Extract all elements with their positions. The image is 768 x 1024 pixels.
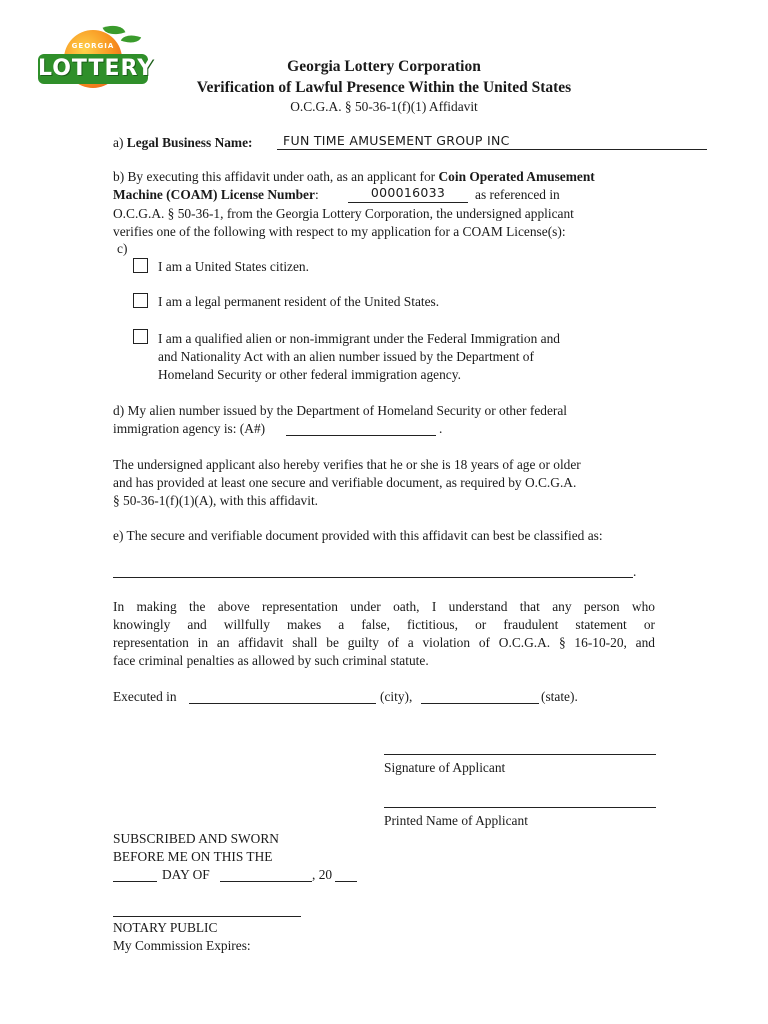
citizen-option-label: I am a United States citizen. (158, 259, 309, 274)
alien-number-field[interactable] (286, 420, 436, 436)
logo-georgia-text: GEORGIA (71, 42, 115, 50)
month-field[interactable] (220, 866, 312, 882)
qualified-alien-option-line2: and Nationality Act with an alien number issued by the Department of (158, 349, 534, 364)
item-d-line2: immigration agency is: (A#) (113, 421, 266, 436)
permanent-resident-option-label: I am a legal permanent resident of the United States. (158, 294, 440, 309)
notary-line2: BEFORE ME ON THIS THE (113, 849, 273, 864)
notary-line1: SUBSCRIBED AND SWORN (113, 831, 279, 846)
state-field[interactable] (421, 688, 539, 704)
verify-line3: § 50-36-1(f)(1)(A), with this affidavit. (113, 493, 319, 508)
alien-number-period: . (439, 421, 443, 436)
coam-label: Coin Operated Amusement (438, 169, 595, 184)
oath-line1: In making the above representation under oath, I understand that any person who (113, 599, 655, 614)
license-number-field[interactable] (348, 185, 468, 203)
page-title: Georgia Lottery Corporation (287, 58, 481, 75)
year-prefix: , 20 (312, 867, 333, 882)
item-b-line2 (113, 186, 319, 204)
executed-in-label: Executed in (113, 689, 177, 704)
printed-name-line[interactable] (384, 807, 656, 808)
legal-business-name-label: Legal Business Name: (126, 135, 253, 150)
oath-line3: representation in an affidavit shall be guilty of a violation of O.C.G.A. § 16-10-20, and (113, 635, 655, 650)
item-d-line1: d) My alien number issued by the Department of Homeland Security or other federal (113, 403, 568, 418)
page-subtitle: Verification of Lawful Presence Within the United States (196, 79, 572, 96)
notary-signature-line[interactable] (113, 916, 301, 917)
qualified-alien-option-line1: I am a qualified alien or non-immigrant under the Federal Immigration and (158, 331, 560, 346)
item-b-line4: verifies one of the following with respect to my application for a COAM License(s): (113, 224, 566, 239)
notary-public-label: NOTARY PUBLIC (113, 920, 218, 935)
statute-reference: O.C.G.A. § 50-36-1(f)(1) Affidavit (290, 99, 478, 114)
citizen-checkbox[interactable] (133, 258, 148, 273)
day-field[interactable] (113, 866, 157, 882)
qualified-alien-checkbox[interactable] (133, 329, 148, 344)
verify-line1: The undersigned applicant also hereby verifies that he or she is 18 years of age or older (113, 457, 581, 472)
classification-period: . (633, 564, 637, 579)
coam-license-number-label: Machine (COAM) License Number (113, 187, 315, 202)
oath-paragraph (113, 598, 655, 670)
item-b-text: b) By executing this affidavit under oath, as an applicant for (113, 169, 436, 184)
day-of-label: DAY OF (162, 867, 210, 882)
oath-line2: knowingly and willfully makes a false, fictitious, or fraudulent statement or (113, 617, 655, 632)
item-b-line2-post: as referenced in (475, 187, 560, 202)
permanent-resident-checkbox[interactable] (133, 293, 148, 308)
qualified-alien-option-line3: Homeland Security or other federal immigration agency. (158, 367, 461, 382)
item-b-line1 (113, 168, 595, 186)
signature-label: Signature of Applicant (384, 760, 506, 775)
year-field[interactable] (335, 866, 357, 882)
state-label: (state). (541, 689, 578, 704)
colon: : (314, 187, 319, 202)
item-a-prefix: a) (113, 135, 124, 150)
commission-expires-label: My Commission Expires: (113, 938, 251, 953)
verify-line2: and has provided at least one secure and verifiable document, as required by O.C.G.A. (113, 475, 577, 490)
city-field[interactable] (189, 688, 376, 704)
signature-line[interactable] (384, 754, 656, 755)
license-number-value: 000016033 (370, 185, 446, 200)
printed-name-label: Printed Name of Applicant (384, 813, 528, 828)
legal-business-name-field[interactable] (277, 133, 707, 150)
leaf-icon (121, 31, 141, 47)
oath-line4: face criminal penalties as allowed by such criminal statute. (113, 653, 429, 668)
legal-business-name-value: FUN TIME AMUSEMENT GROUP INC (283, 133, 510, 148)
city-label: (city), (380, 689, 413, 704)
document-classification-field[interactable] (113, 563, 633, 578)
item-c-label: c) (117, 241, 128, 256)
item-e-line1: e) The secure and verifiable document provided with this affidavit can best be classified as: (113, 528, 603, 543)
legal-business-name-row (113, 134, 253, 152)
logo-lottery-text: LOTTERY (38, 54, 148, 84)
item-b-line3: O.C.G.A. § 50-36-1, from the Georgia Lottery Corporation, the undersigned applicant (113, 206, 574, 221)
